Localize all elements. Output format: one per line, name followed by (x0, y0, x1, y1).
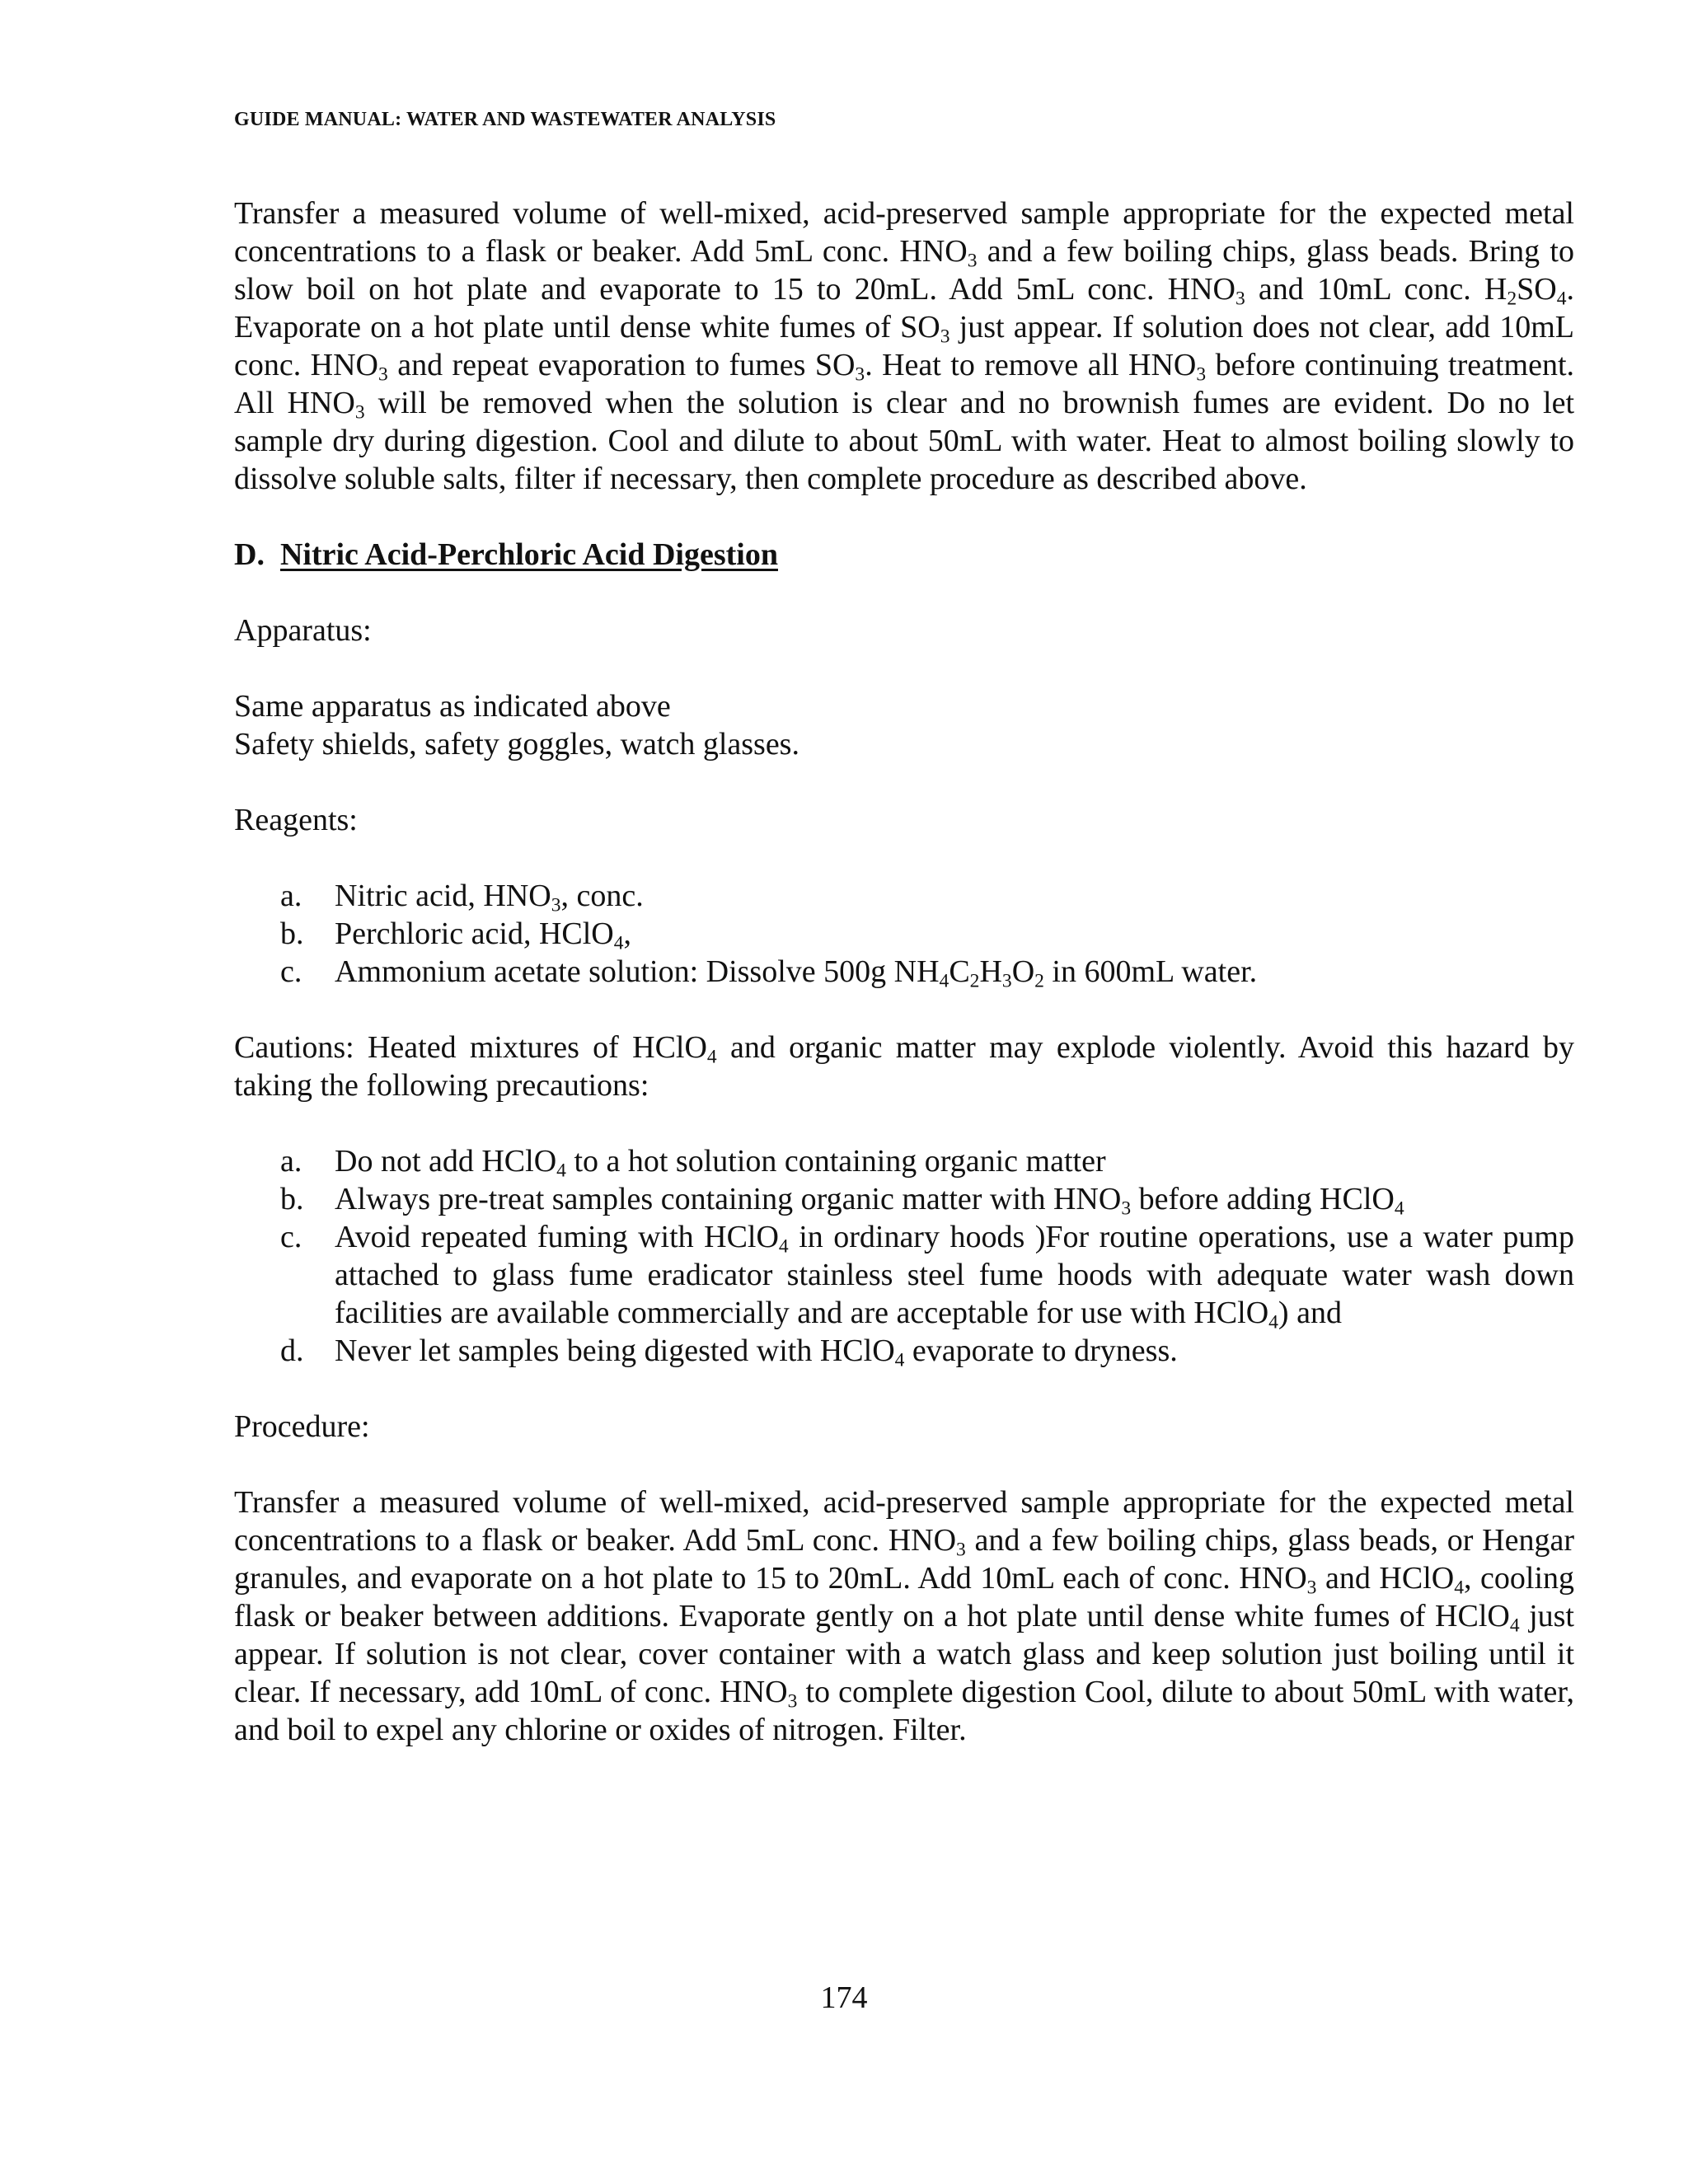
digestion-paragraph: Transfer a measured volume of well-mixed, acid-preserved sample appropriate for the expected metal concentrations to a flask or beaker. Add 5mL conc. $HNO_3$ and a few boiling chips, glass beads. Bring to slow boil on hot plate and evaporate to 15 to 20mL. Add 5mL conc. $HNO_3$ and 10mL conc. $H_2SO_4$. Evaporate on a hot plate until dense white fumes of $SO_3$ just appear. If solution does not clear, add 10mL conc. $HNO_3$ and repeat evaporation to fumes $SO_3$. Heat to remove all $HNO_3$ before continuing treatment. All $HNO_3$ will be removed when the solution is clear and no brownish fumes are evident. Do no let sample dry during digestion. Cool and dilute to about 50mL with water. Heat to almost boiling slowly to dissolve soluble salts, filter if necessary, then complete procedure as described above. (234, 196, 1575, 496)
reagents-list (234, 877, 1574, 991)
apparatus-line: Safety shields, safety goggles, watch glasses. (234, 727, 799, 762)
running-header: GUIDE MANUAL: WATER AND WASTEWATER ANALYSIS (234, 109, 776, 130)
list-item: a. Nitric acid, $HNO_3$, conc. (280, 879, 644, 916)
cautions-paragraph: Cautions: Heated mixtures of HClO$_4$ and organic matter may explode violently. Avoid this hazard by taking the following precautions: (234, 1030, 1575, 1103)
list-item: d. Never let samples being digested with HClO$_4$ evaporate to dryness. (280, 1333, 1178, 1371)
page-number: 174 (820, 1980, 868, 2015)
section-heading (234, 536, 1574, 574)
apparatus-line: Same apparatus as indicated above (234, 689, 671, 724)
list-item: b. Always pre-treat samples containing organic matter with $HNO_3$ before adding HClO$_4$ (280, 1182, 1404, 1220)
list-item: a. Do not add HClO$_4$ to a hot solution containing organic matter (280, 1144, 1106, 1182)
cautions-list (234, 1142, 1574, 1370)
list-item: c. Avoid repeated fuming with HClO$_4$ in ordinary hoods )For routine operations, use a water pump attached to glass fume eradicator stainless steel fume hoods with adequate water wash down facilities are available commercially and are acceptable for use with HClO$_4$) and (280, 1220, 1574, 1333)
procedure-paragraph: Transfer a measured volume of well-mixed, acid-preserved sample appropriate for the expected metal concentrations to a flask or beaker. Add 5mL conc. $HNO_3$ and a few boiling chips, glass beads, or Hengar granules, and evaporate on a hot plate to 15 to 20mL. Add 10mL each of conc. $HNO_3$ and HClO$_4$, cooling flask or beaker between additions. Evaporate gently on a hot plate until dense white fumes of HClO$_4$ just appear. If solution is not clear, cover container with a watch glass and keep solution just boiling until it clear. If necessary, add 10mL of conc. $HNO_3$ to complete digestion Cool, dilute to about 50mL with water, and boil to expel any chlorine or oxides of nitrogen. Filter. (234, 1485, 1575, 1747)
page-content (234, 194, 1574, 1749)
list-marker: d. (280, 1333, 304, 1368)
list-marker: b. (280, 916, 304, 951)
section-title: Nitric Acid-Perchloric Acid Digestion (279, 537, 778, 572)
list-item: c. Ammonium acetate solution: Dissolve 500g $NH_4C_2H_3O_2$ in 600mL water. (280, 954, 1258, 992)
list-marker: a. (280, 879, 302, 913)
list-item: b. Perchloric acid, HClO$_4$, (280, 916, 632, 954)
apparatus-heading: Apparatus: (234, 613, 372, 648)
list-marker: b. (280, 1182, 304, 1216)
list-marker: a. (280, 1144, 302, 1179)
list-marker: c. (280, 1220, 302, 1254)
section-letter: D. (234, 537, 265, 572)
reagents-heading: Reagents: (234, 803, 358, 837)
list-marker: c. (280, 954, 302, 989)
procedure-heading: Procedure: (234, 1409, 370, 1444)
